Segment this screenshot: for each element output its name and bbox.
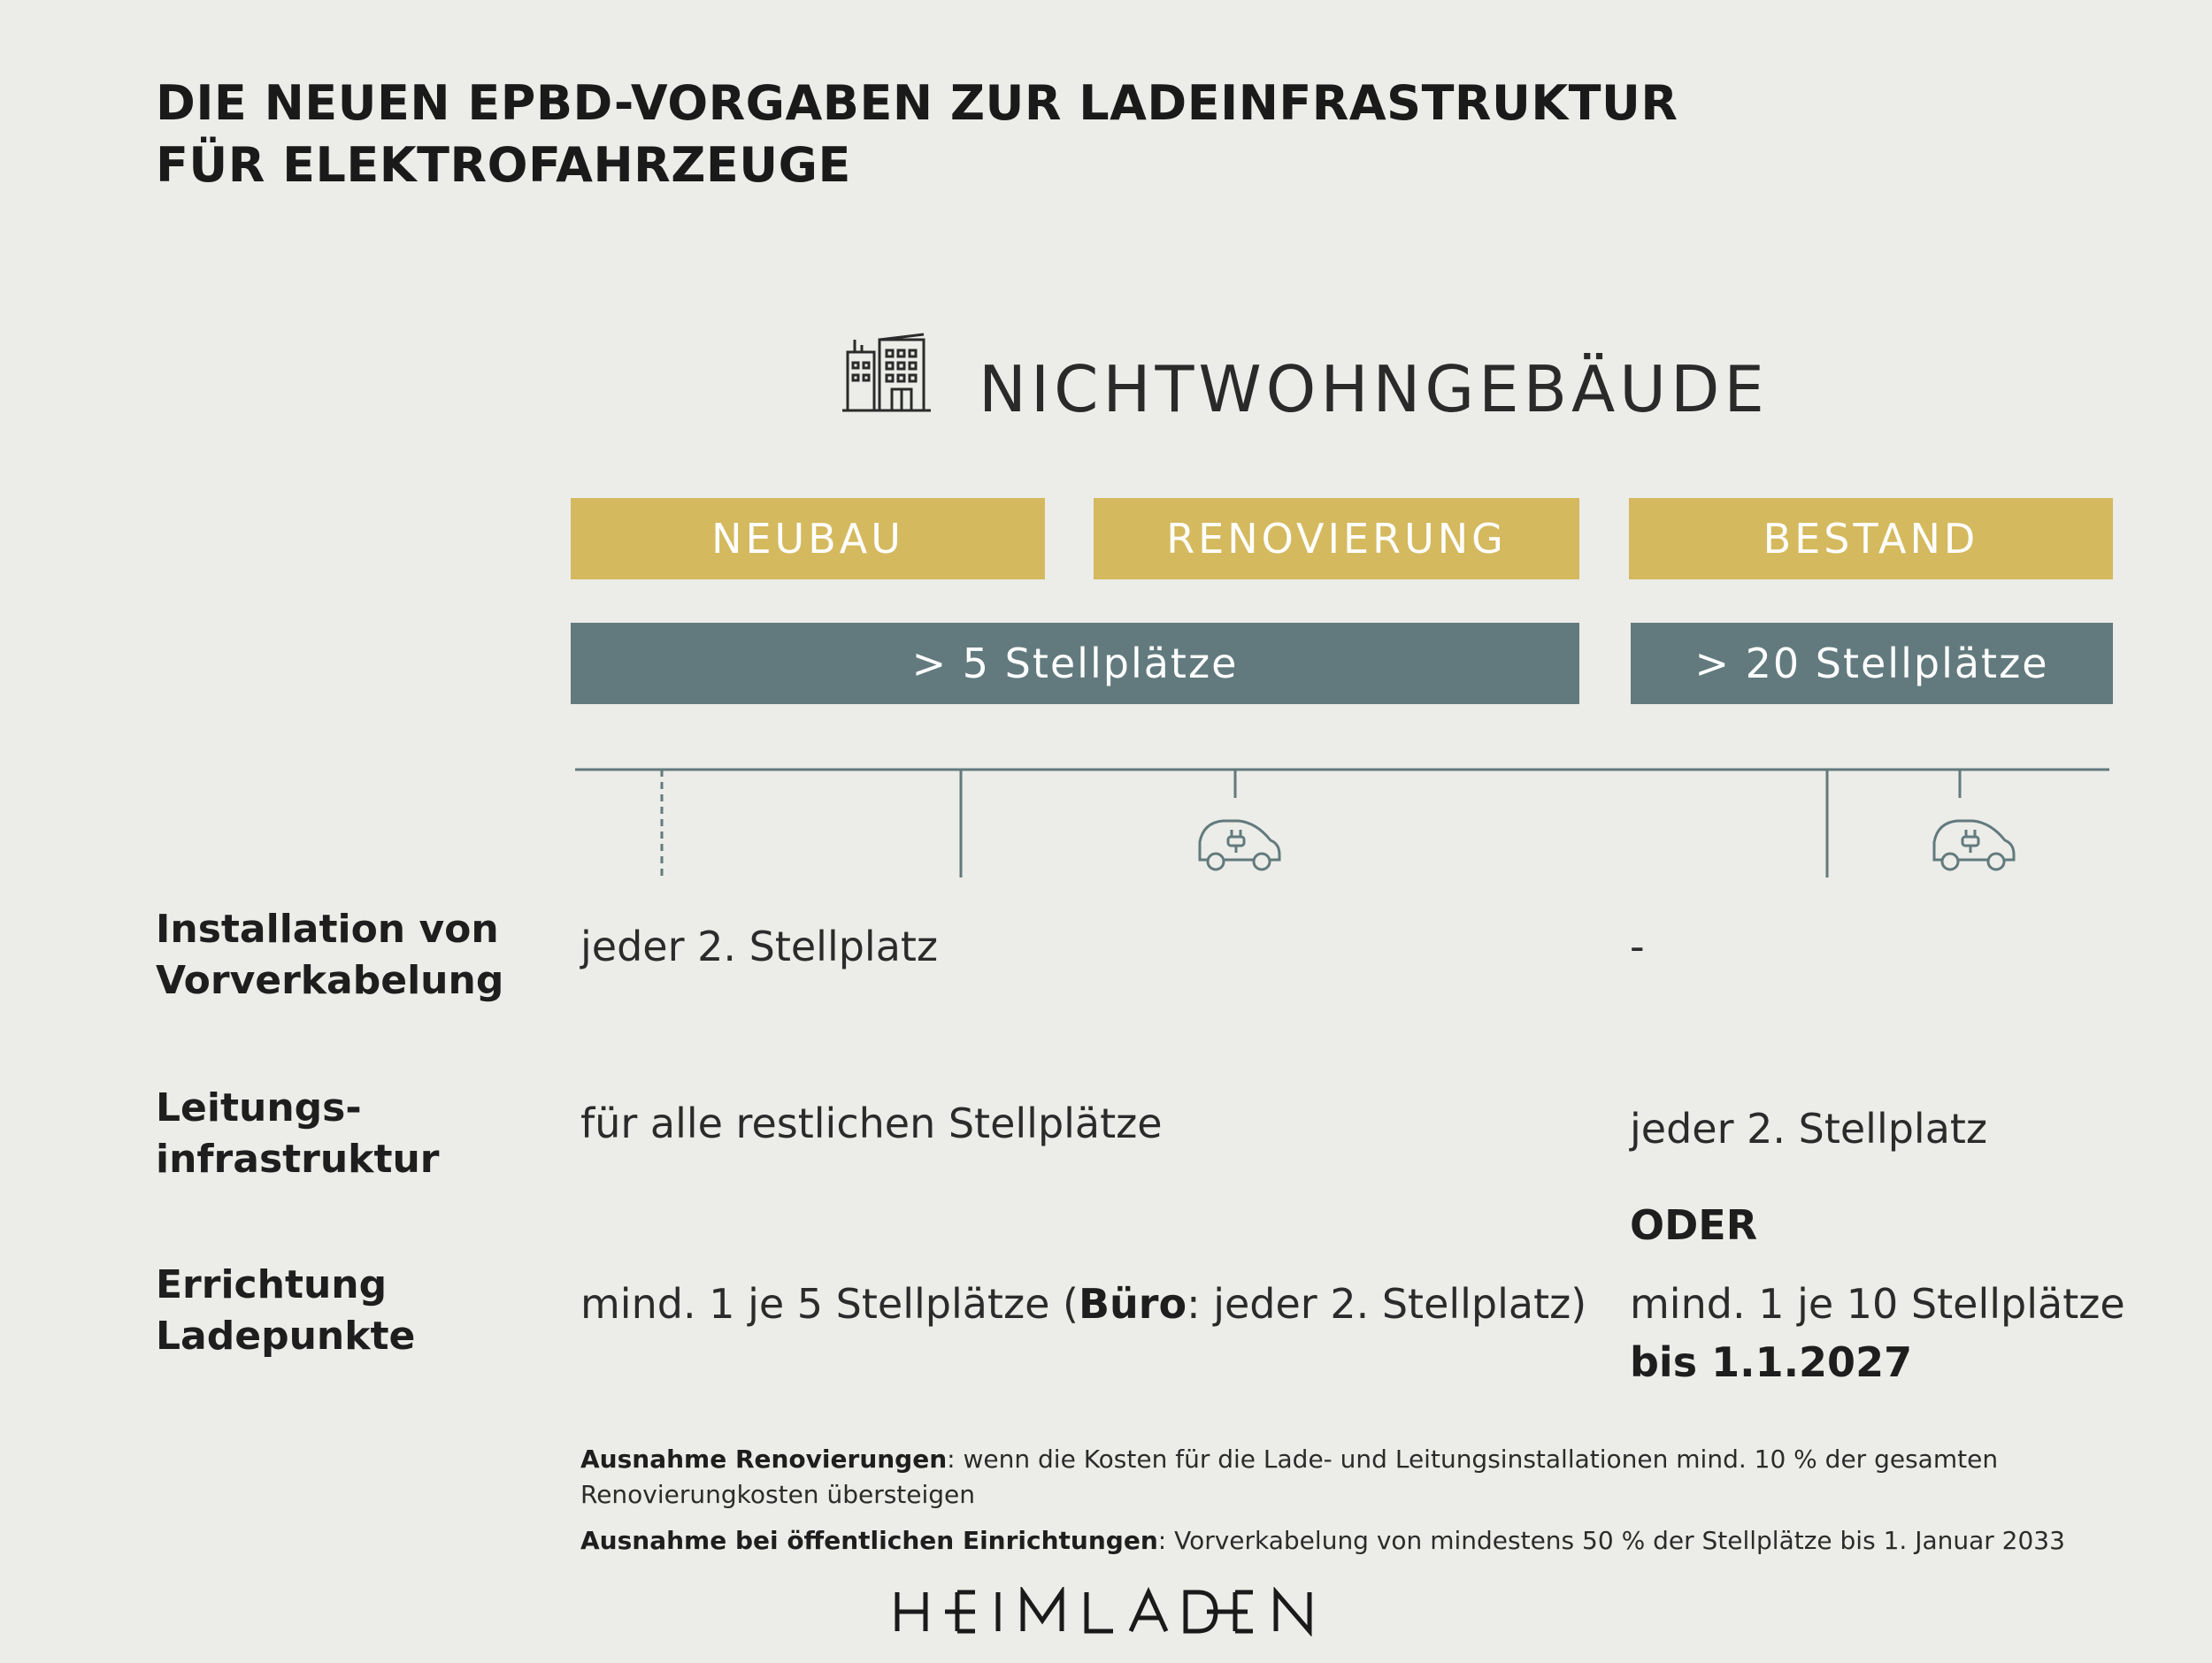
row-label-vorverkabelung: Installation von Vorverkabelung (156, 907, 504, 1003)
category-renovierung: RENOVIERUNG (1094, 498, 1579, 579)
footnote-renovierung: Ausnahme Renovierungen: wenn die Kosten für die Lade- und Leitungsinstallationen mind. 10 % der gesamten Renovierungkosten übersteigen (580, 1445, 1999, 1509)
threshold-bestand: > 20 Stellplätze (1631, 623, 2113, 704)
row-label-leitungsinfrastruktur: Leitungs- infrastruktur (156, 1085, 440, 1182)
category-bestand: BESTAND (1629, 498, 2113, 579)
category-neubau: NEUBAU (571, 498, 1045, 579)
car-charging-icon (1200, 821, 1279, 870)
footnote-oeffentlich: Ausnahme bei öffentlichen Einrichtungen: Vorverkabelung von mindestens 50 % der Stellplätze bis 1. Januar 2033 (580, 1526, 2065, 1555)
cell-leitungsinfrastruktur-neubau: für alle restlichen Stellplätze (580, 1100, 1163, 1147)
oder-label: ODER (1630, 1201, 1758, 1249)
page-title-line-2: FÜR ELEKTROFAHRZEUGE (156, 137, 851, 193)
row-label-ladepunkte: Errichtung Ladepunkte (156, 1262, 416, 1359)
footnotes (580, 1442, 2102, 1569)
cell-vorverkabelung-bestand: - (1630, 923, 1645, 970)
page-title (156, 73, 1678, 196)
building-icon (842, 333, 933, 414)
section-heading: NICHTWOHNGEBÄUDE (979, 352, 1769, 426)
page-title-line-1: DIE NEUEN EPBD-VORGABEN ZUR LADEINFRASTRUKTUR (156, 75, 1678, 131)
cell-ladepunkte-neubau: mind. 1 je 5 Stellplätze (Büro: jeder 2. Stellplatz) (580, 1280, 1587, 1328)
threshold-neubau-renovierung: > 5 Stellplätze (571, 623, 1579, 704)
buero-label: Büro (1078, 1280, 1187, 1328)
cell-leitungsinfrastruktur-bestand: jeder 2. Stellplatz (1630, 1105, 1988, 1153)
timeline (566, 763, 2115, 886)
car-charging-icon (1934, 821, 2014, 870)
deadline-label: bis 1.1.2027 (1630, 1338, 1913, 1386)
heimladen-logo (894, 1587, 1318, 1636)
cell-ladepunkte-bestand: mind. 1 je 10 Stellplätze bis 1.1.2027 (1630, 1280, 2125, 1386)
cell-vorverkabelung-neubau: jeder 2. Stellplatz (580, 923, 939, 970)
